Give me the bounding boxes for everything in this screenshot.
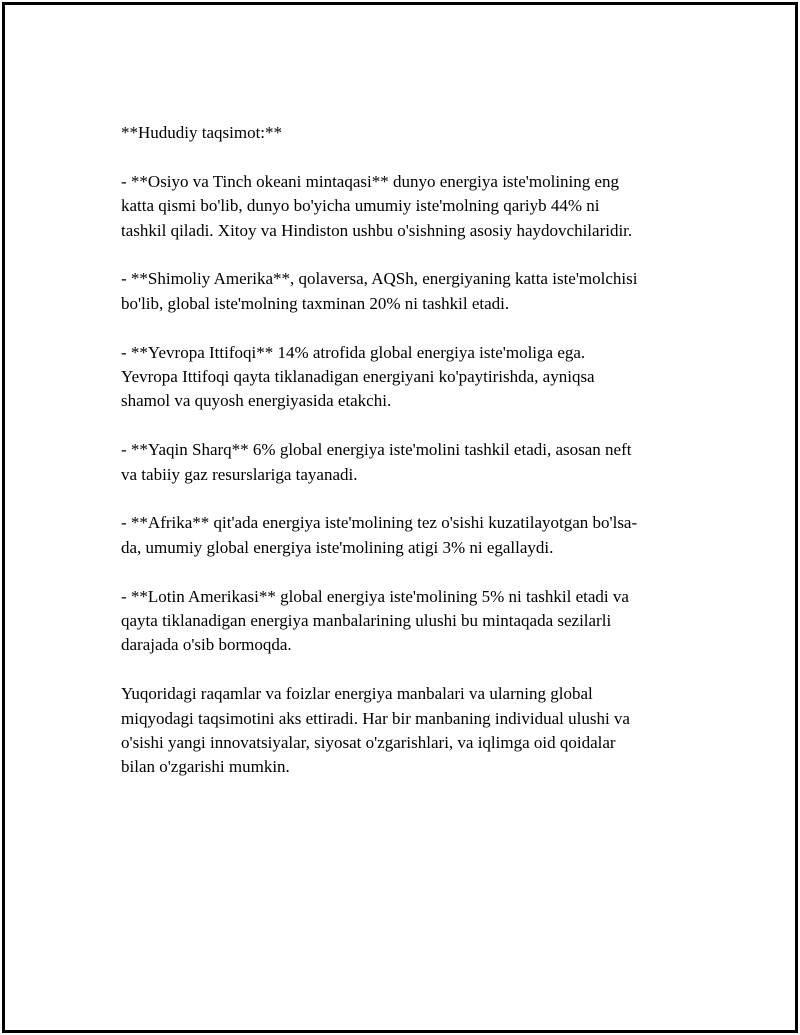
text-line: qayta tiklanadigan energiya manbalarining ulushi bu mintaqada sezilarli [121, 611, 612, 631]
text-line: Yevropa Ittifoqi qayta tiklanadigan energiyani ko'paytirishda, ayniqsa [121, 367, 595, 387]
paragraph-conclusion [121, 682, 701, 780]
text-line: - **Shimoliy Amerika**, qolaversa, AQSh, energiyaning katta iste'molchisi [121, 269, 638, 289]
heading-line: **Hududiy taqsimot:** [121, 123, 283, 142]
text-line: da, umumiy global energiya iste'molining atigi 3% ni egallaydi. [121, 537, 554, 557]
text-line: - **Afrika** qit'ada energiya iste'molining tez o'sishi kuzatilayotgan bo'lsa- [121, 513, 638, 533]
text-line: tashkil qiladi. Xitoy va Hindiston ushbu o'sishning asosiy haydovchilaridir. [121, 220, 633, 240]
text-line: - **Lotin Amerikasi** global energiya iste'molining 5% ni tashkil etadi va [121, 586, 629, 606]
text-line: - **Yevropa Ittifoqi** 14% atrofida global energiya iste'moliga ega. [121, 342, 586, 362]
paragraph-africa [121, 511, 701, 560]
paragraph-european-union [121, 341, 701, 414]
text-line: - **Yaqin Sharq** 6% global energiya iste'molini tashkil etadi, asosan neft [121, 440, 632, 460]
text-line: va tabiiy gaz resurslariga tayanadi. [121, 464, 358, 484]
section-heading [121, 121, 701, 145]
paragraph-north-america [121, 267, 701, 316]
document-body [121, 121, 701, 804]
text-line: darajada o'sib bormoqda. [121, 635, 292, 655]
text-line: o'sishi yangi innovatsiyalar, siyosat o'zgarishlari, va iqlimga oid qoidalar [121, 733, 616, 753]
text-line: shamol va quyosh energiyasida etakchi. [121, 391, 392, 411]
paragraph-latin-america [121, 585, 701, 658]
text-line: - **Osiyo va Tinch okeani mintaqasi** dunyo energiya iste'molining eng [121, 171, 620, 191]
text-line: bilan o'zgarishi mumkin. [121, 757, 290, 777]
paragraph-middle-east [121, 438, 701, 487]
text-line: Yuqoridagi raqamlar va foizlar energiya manbalari va ularning global [121, 684, 593, 704]
text-line: miqyodagi taqsimotini aks ettiradi. Har bir manbaning individual ulushi va [121, 708, 630, 728]
page-frame [2, 2, 798, 1033]
text-line: katta qismi bo'lib, dunyo bo'yicha umumiy iste'molning qariyb 44% ni [121, 196, 600, 216]
paragraph-asia-pacific [121, 170, 701, 243]
text-line: bo'lib, global iste'molning taxminan 20% ni tashkil etadi. [121, 293, 510, 313]
